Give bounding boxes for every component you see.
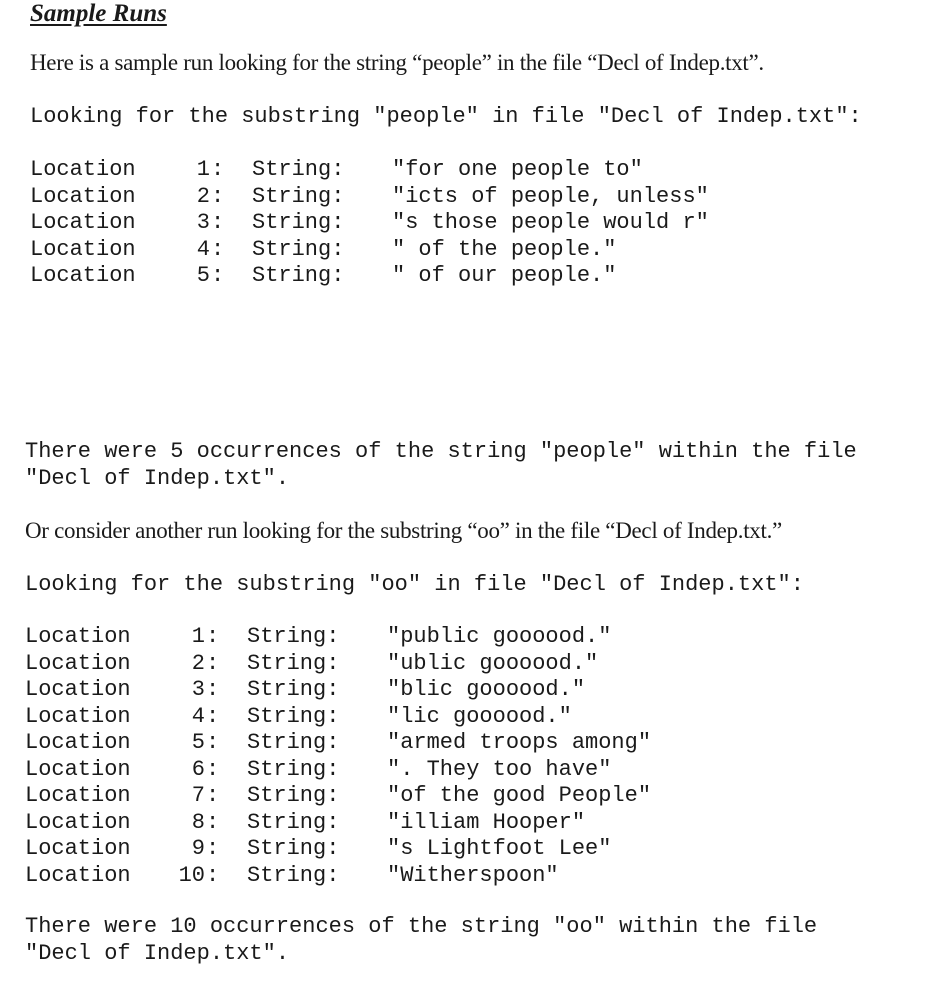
location-label: Location xyxy=(30,236,136,262)
location-label: Location xyxy=(25,677,131,702)
string-label: String: xyxy=(252,183,345,209)
location-colon: : xyxy=(211,183,225,209)
location-label: Location xyxy=(25,756,131,782)
string-label: String: xyxy=(252,236,345,262)
location-colon: : xyxy=(206,783,220,808)
run1-summary: There were 5 occurrences of the string "people" within the file "Decl of Indep.txt". xyxy=(25,439,857,491)
matched-string: "for one people to" xyxy=(392,157,643,182)
string-label: String: xyxy=(247,783,340,808)
location-number: 5 xyxy=(196,263,210,288)
string-label: String: xyxy=(247,730,340,755)
location-label: Location xyxy=(25,730,131,755)
location-colon: : xyxy=(206,730,220,755)
matched-string: "of the good People" xyxy=(387,783,652,808)
matched-string: "icts of people, unless" xyxy=(392,183,709,209)
location-label: Location xyxy=(30,263,136,288)
matched-string: "illiam Hooper" xyxy=(387,809,586,835)
location-colon: : xyxy=(206,809,220,835)
location-label: Location xyxy=(25,703,131,729)
location-label: Location xyxy=(25,862,131,888)
location-number: 2 xyxy=(196,183,210,209)
string-label: String: xyxy=(252,210,345,235)
location-colon: : xyxy=(206,836,220,861)
location-number: 2 xyxy=(191,650,205,676)
location-number: 7 xyxy=(191,783,205,808)
location-colon: : xyxy=(211,157,225,182)
location-colon: : xyxy=(211,263,225,288)
location-label: Location xyxy=(25,624,131,649)
location-colon: : xyxy=(206,756,220,782)
run2-query-line: Looking for the substring "oo" in file "Decl of Indep.txt": xyxy=(25,572,804,597)
matched-string: "lic goooood." xyxy=(387,703,572,729)
location-colon: : xyxy=(206,677,220,702)
run1-intro-text: Here is a sample run looking for the string “people” in the file “Decl of Indep.txt”. xyxy=(30,50,764,75)
string-label: String: xyxy=(247,862,340,888)
matched-string: "ublic goooood." xyxy=(387,650,599,676)
location-colon: : xyxy=(206,624,220,649)
string-label: String: xyxy=(247,650,340,676)
location-colon: : xyxy=(211,236,225,262)
matched-string: "s Lightfoot Lee" xyxy=(387,836,612,861)
location-number: 3 xyxy=(196,210,210,235)
location-number: 10 xyxy=(178,862,205,888)
location-number: 8 xyxy=(191,809,205,835)
matched-string: "s those people would r" xyxy=(392,210,709,235)
location-number: 6 xyxy=(191,756,205,782)
location-label: Location xyxy=(25,650,131,676)
string-label: String: xyxy=(247,836,340,861)
location-label: Location xyxy=(30,210,136,235)
string-label: String: xyxy=(247,677,340,702)
location-label: Location xyxy=(30,183,136,209)
location-colon: : xyxy=(206,703,220,729)
string-label: String: xyxy=(247,624,340,649)
location-colon: : xyxy=(206,862,220,888)
string-label: String: xyxy=(252,263,345,288)
run1-query-line: Looking for the substring "people" in file "Decl of Indep.txt": xyxy=(30,104,862,129)
location-label: Location xyxy=(30,157,136,182)
matched-string: "blic goooood." xyxy=(387,677,586,702)
matched-string: "Witherspoon" xyxy=(387,862,559,888)
page-heading: Sample Runs xyxy=(30,0,167,27)
string-label: String: xyxy=(247,756,340,782)
location-number: 9 xyxy=(191,836,205,861)
location-label: Location xyxy=(25,783,131,808)
matched-string: "public goooood." xyxy=(387,624,612,649)
location-colon: : xyxy=(206,650,220,676)
location-number: 3 xyxy=(191,677,205,702)
matched-string: "armed troops among" xyxy=(387,730,652,755)
run2-summary: There were 10 occurrences of the string "oo" within the file "Decl of Indep.txt". xyxy=(25,914,818,966)
matched-string: ". They too have" xyxy=(387,756,612,782)
location-number: 1 xyxy=(191,624,205,649)
string-label: String: xyxy=(252,157,345,182)
location-number: 4 xyxy=(196,236,210,262)
matched-string: " of the people." xyxy=(392,236,617,262)
location-number: 5 xyxy=(191,730,205,755)
location-colon: : xyxy=(211,210,225,235)
string-label: String: xyxy=(247,703,340,729)
matched-string: " of our people." xyxy=(392,263,617,288)
location-label: Location xyxy=(25,836,131,861)
location-number: 1 xyxy=(196,157,210,182)
location-number: 4 xyxy=(191,703,205,729)
run2-intro-text: Or consider another run looking for the substring “oo” in the file “Decl of Indep.txt.” xyxy=(25,518,782,543)
string-label: String: xyxy=(247,809,340,835)
location-label: Location xyxy=(25,809,131,835)
